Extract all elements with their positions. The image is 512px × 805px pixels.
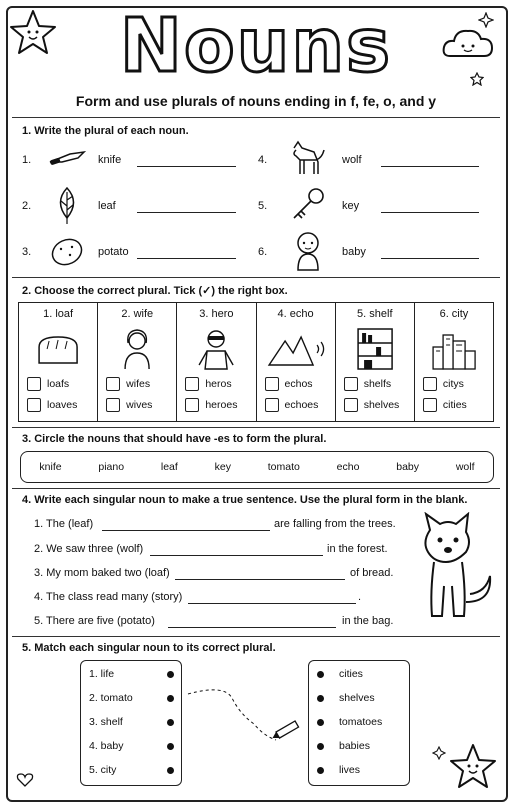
match-dot[interactable] — [167, 743, 174, 750]
option-label: citys — [442, 378, 464, 390]
item-number: 3. — [22, 246, 32, 258]
baby-icon — [290, 230, 326, 274]
checkbox[interactable] — [106, 398, 120, 412]
choice-cell — [257, 303, 336, 421]
word-option[interactable]: wolf — [455, 461, 475, 473]
choice-cell — [415, 303, 493, 421]
match-right-item: tomatoes — [339, 716, 383, 728]
option-label: shelves — [363, 399, 400, 411]
match-dot[interactable] — [167, 767, 174, 774]
word-option[interactable]: echo — [336, 461, 360, 473]
option-b[interactable] — [106, 398, 152, 412]
option-label: wives — [126, 399, 153, 411]
option-b[interactable] — [423, 398, 467, 412]
option-a[interactable] — [185, 377, 231, 391]
echo-mountain-icon — [257, 325, 335, 371]
word-option[interactable]: leaf — [160, 461, 178, 473]
option-a[interactable] — [344, 377, 391, 391]
bookshelf-icon — [336, 325, 414, 371]
page-title: Nouns — [119, 3, 393, 89]
match-left-item: 1. life — [89, 668, 115, 680]
sentence-end: in the bag. — [342, 615, 394, 627]
section-3-heading: 3. Circle the nouns that should have -es to form the plural. — [22, 433, 327, 445]
word-option[interactable]: piano — [98, 461, 125, 473]
plural-choice-grid — [18, 302, 494, 422]
match-right-item: lives — [339, 764, 361, 776]
answer-blank[interactable] — [137, 166, 236, 167]
sentence-blank[interactable] — [150, 555, 323, 556]
word-option[interactable]: baby — [396, 461, 420, 473]
checkbox[interactable] — [27, 398, 41, 412]
answer-blank[interactable] — [137, 258, 236, 259]
word-option[interactable]: tomato — [267, 461, 300, 473]
item-number: 1. — [22, 154, 32, 166]
item-number: 6. — [258, 246, 268, 258]
sentence-start: 3. My mom baked two (loaf) — [34, 567, 170, 579]
option-label: loaves — [47, 399, 78, 411]
choice-cell — [177, 303, 256, 421]
match-right-item: cities — [339, 668, 363, 680]
sentence-blank[interactable] — [168, 627, 336, 628]
star-face-bottom-icon — [448, 742, 498, 792]
sentence-start: 5. There are five (potato) — [34, 615, 155, 627]
sentence-start: 4. The class read many (story) — [34, 591, 183, 603]
cell-title: 1. loaf — [43, 308, 74, 320]
noun-word: baby — [342, 246, 366, 258]
noun-word: key — [342, 200, 360, 212]
heart-icon — [16, 772, 34, 788]
option-b[interactable] — [185, 398, 237, 412]
checkbox[interactable] — [344, 377, 358, 391]
cell-title: 5. shelf — [357, 308, 393, 320]
option-label: wifes — [126, 378, 151, 390]
answer-blank[interactable] — [137, 212, 236, 213]
item-number: 4. — [258, 154, 268, 166]
sentence-blank[interactable] — [188, 603, 356, 604]
match-left-item: 2. tomato — [89, 692, 133, 704]
sentence-end: . — [358, 591, 362, 603]
option-b[interactable] — [27, 398, 77, 412]
choice-cell — [98, 303, 177, 421]
hero-icon — [177, 325, 255, 371]
choice-cell — [19, 303, 98, 421]
sentence-blank[interactable] — [102, 530, 270, 531]
divider — [12, 636, 500, 637]
wife-icon — [98, 325, 176, 371]
option-label: shelfs — [363, 378, 392, 390]
section-2-heading: 2. Choose the correct plural. Tick (✓) the right box. — [22, 285, 288, 297]
answer-blank[interactable] — [381, 258, 479, 259]
checkbox[interactable] — [423, 398, 437, 412]
wolf-icon — [288, 138, 328, 178]
sentence-end: are falling from the trees. — [274, 518, 396, 530]
option-label: heroes — [205, 399, 238, 411]
item-number: 5. — [258, 200, 268, 212]
page-subtitle: Form and use plurals of nouns ending in f, fe, o, and y — [75, 93, 437, 109]
section-1-heading: 1. Write the plural of each noun. — [22, 125, 189, 137]
section-4-heading: 4. Write each singular noun to make a true sentence. Use the plural form in the blank. — [22, 494, 468, 506]
match-dot[interactable] — [317, 695, 324, 702]
match-left-item: 5. city — [89, 764, 117, 776]
cell-title: 4. echo — [277, 308, 314, 320]
item-number: 2. — [22, 200, 32, 212]
option-label: echoes — [284, 399, 319, 411]
option-a[interactable] — [423, 377, 464, 391]
cell-title: 6. city — [439, 308, 469, 320]
match-dot[interactable] — [317, 767, 324, 774]
sentence-end: of bread. — [350, 567, 394, 579]
divider — [12, 277, 500, 278]
sentence-end: in the forest. — [327, 543, 388, 555]
wolf-illustration-icon — [412, 512, 496, 624]
match-dot[interactable] — [317, 671, 324, 678]
cell-title: 2. wife — [121, 308, 154, 320]
match-right-item: babies — [339, 740, 370, 752]
option-a[interactable] — [27, 377, 69, 391]
checkbox[interactable] — [344, 398, 358, 412]
match-dot[interactable] — [317, 743, 324, 750]
match-left-item: 4. baby — [89, 740, 124, 752]
checkbox[interactable] — [265, 398, 279, 412]
dashed-line-pencil-icon — [184, 684, 308, 754]
leaf-icon — [52, 184, 82, 226]
noun-word: wolf — [342, 154, 362, 166]
checkbox[interactable] — [265, 377, 279, 391]
word-option[interactable]: key — [214, 461, 231, 473]
match-left-item: 3. shelf — [89, 716, 123, 728]
singular-list — [80, 660, 182, 786]
option-label: loafs — [47, 378, 70, 390]
knife-icon — [48, 148, 88, 168]
section-5-heading: 5. Match each singular noun to its correct plural. — [22, 642, 276, 654]
bread-loaf-icon — [19, 325, 97, 371]
option-a[interactable] — [106, 377, 150, 391]
sentence-start: 1. The (leaf) — [34, 518, 94, 530]
match-dot[interactable] — [167, 719, 174, 726]
sparkle-bottom-icon — [432, 746, 446, 760]
option-label: cities — [442, 399, 467, 411]
plural-list — [308, 660, 410, 786]
sentence-blank[interactable] — [175, 579, 345, 580]
noun-word: knife — [98, 154, 122, 166]
option-label: echos — [284, 378, 313, 390]
match-right-item: shelves — [339, 692, 375, 704]
match-dot[interactable] — [317, 719, 324, 726]
word-option[interactable]: knife — [39, 461, 62, 473]
key-icon — [288, 186, 328, 224]
city-buildings-icon — [415, 325, 493, 371]
checkbox[interactable] — [185, 398, 199, 412]
option-b[interactable] — [265, 398, 319, 412]
noun-word: potato — [98, 246, 129, 258]
checkbox[interactable] — [423, 377, 437, 391]
divider — [12, 117, 500, 118]
match-dot[interactable] — [167, 671, 174, 678]
option-b[interactable] — [344, 398, 400, 412]
word-bank — [20, 451, 494, 483]
cell-title: 3. hero — [199, 308, 234, 320]
divider — [12, 427, 500, 428]
checkbox[interactable] — [106, 377, 120, 391]
noun-word: leaf — [98, 200, 116, 212]
answer-blank[interactable] — [381, 212, 479, 213]
divider — [12, 488, 500, 489]
match-dot[interactable] — [167, 695, 174, 702]
checkbox[interactable] — [185, 377, 199, 391]
answer-blank[interactable] — [381, 166, 479, 167]
potato-icon — [48, 236, 86, 268]
option-label: heros — [205, 378, 232, 390]
option-a[interactable] — [265, 377, 313, 391]
choice-cell — [336, 303, 415, 421]
checkbox[interactable] — [27, 377, 41, 391]
sentence-start: 2. We saw three (wolf) — [34, 543, 144, 555]
